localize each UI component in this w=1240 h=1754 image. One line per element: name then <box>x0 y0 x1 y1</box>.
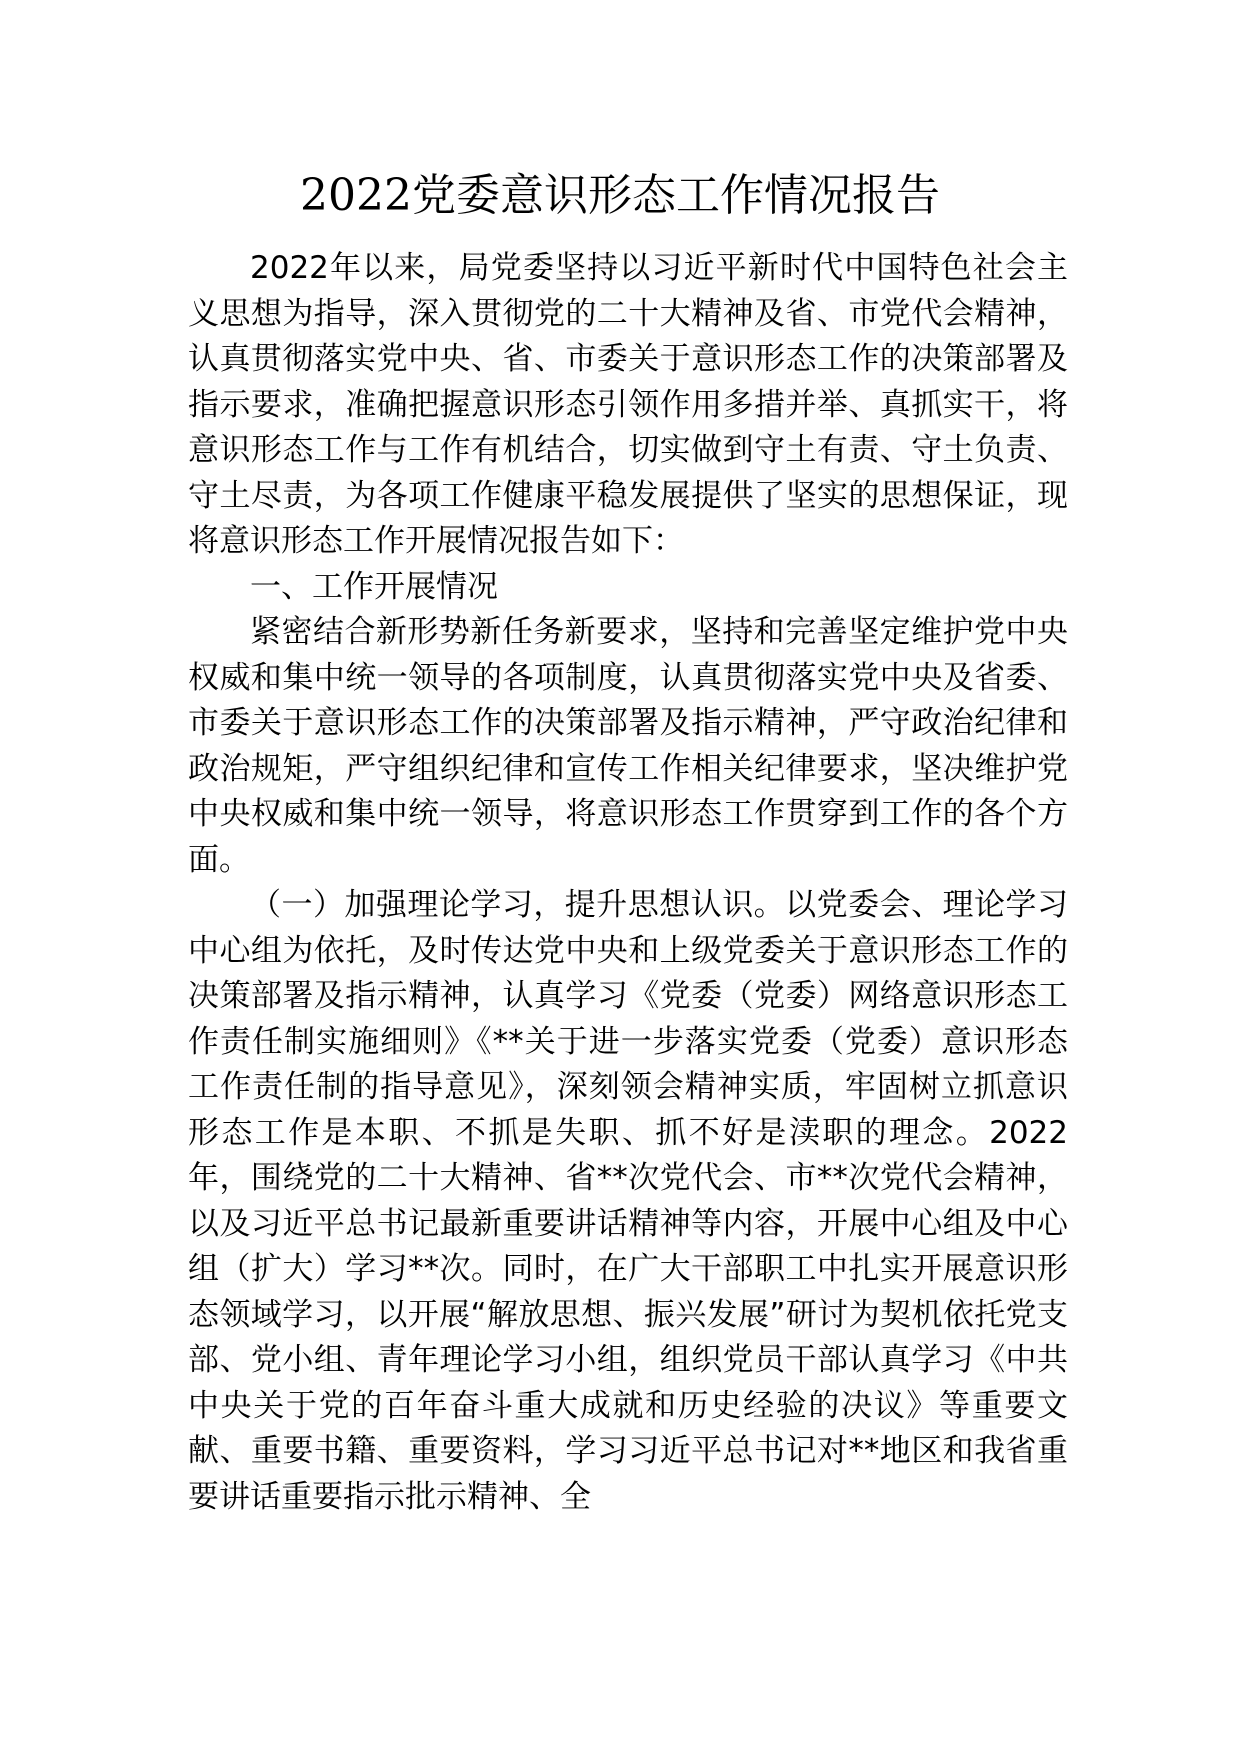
section-heading: 一、工作开展情况 <box>250 568 498 605</box>
section-intro-paragraph: 紧密结合新形势新任务新要求，坚持和完善坚定维护党中央权威和集中统一领导的各项制度，认真贯彻落实党中央及省委、市委关于意识形态工作的决策部署及指示精神，严守政治纪律和政治规矩，严守组织纪律和宣传工作相关纪律要求，坚决维护党中央权威和集中统一领导，将意识形态工作贯穿到工作的各个方面。 <box>188 614 1068 878</box>
subsection-paragraph: （一）加强理论学习，提升思想认识。以党委会、理论学习中心组为依托，及时传达党中央和上级党委关于意识形态工作的决策部署及指示精神，认真学习《党委（党委）网络意识形态工作责任制实施细则》《**关于进一步落实党委（党委）意识形态工作责任制的指导意见》，深刻领会精神实质，牢固树立抓意识形态工作是本职、不抓是失职、抓不好是渎职的理念。2022年，围绕党的二十大精神、省**次党代会、市**次党代会精神，以及习近平总书记最新重要讲话精神等内容，开展中心组及中心组（扩大）学习**次。同时，在广大干部职工中扎实开展意识形态领域学习，以开展“解放思想、振兴发展”研讨为契机依托党支部、党小组、青年理论学习小组，组织党员干部认真学习《中共中央关于党的百年奋斗重大成就和历史经验的决议》等重要文献、重要书籍、重要资料，学习习近平总书记对**地区和我省重要讲话重要指示批示精神、全 <box>188 887 1068 1515</box>
document-title: 2022党委意识形态工作情况报告 <box>300 170 940 221</box>
document-body <box>188 246 1068 1520</box>
intro-paragraph: 2022年以来，局党委坚持以习近平新时代中国特色社会主义思想为指导，深入贯彻党的二十大精神及省、市党代会精神，认真贯彻落实党中央、省、市委关于意识形态工作的决策部署及指示要求，准确把握意识形态引领作用多措并举、真抓实干，将意识形态工作与工作有机结合，切实做到守土有责、守土负责、守土尽责，为各项工作健康平稳发展提供了坚实的思想保证，现将意识形态工作开展情况报告如下： <box>188 250 1068 559</box>
